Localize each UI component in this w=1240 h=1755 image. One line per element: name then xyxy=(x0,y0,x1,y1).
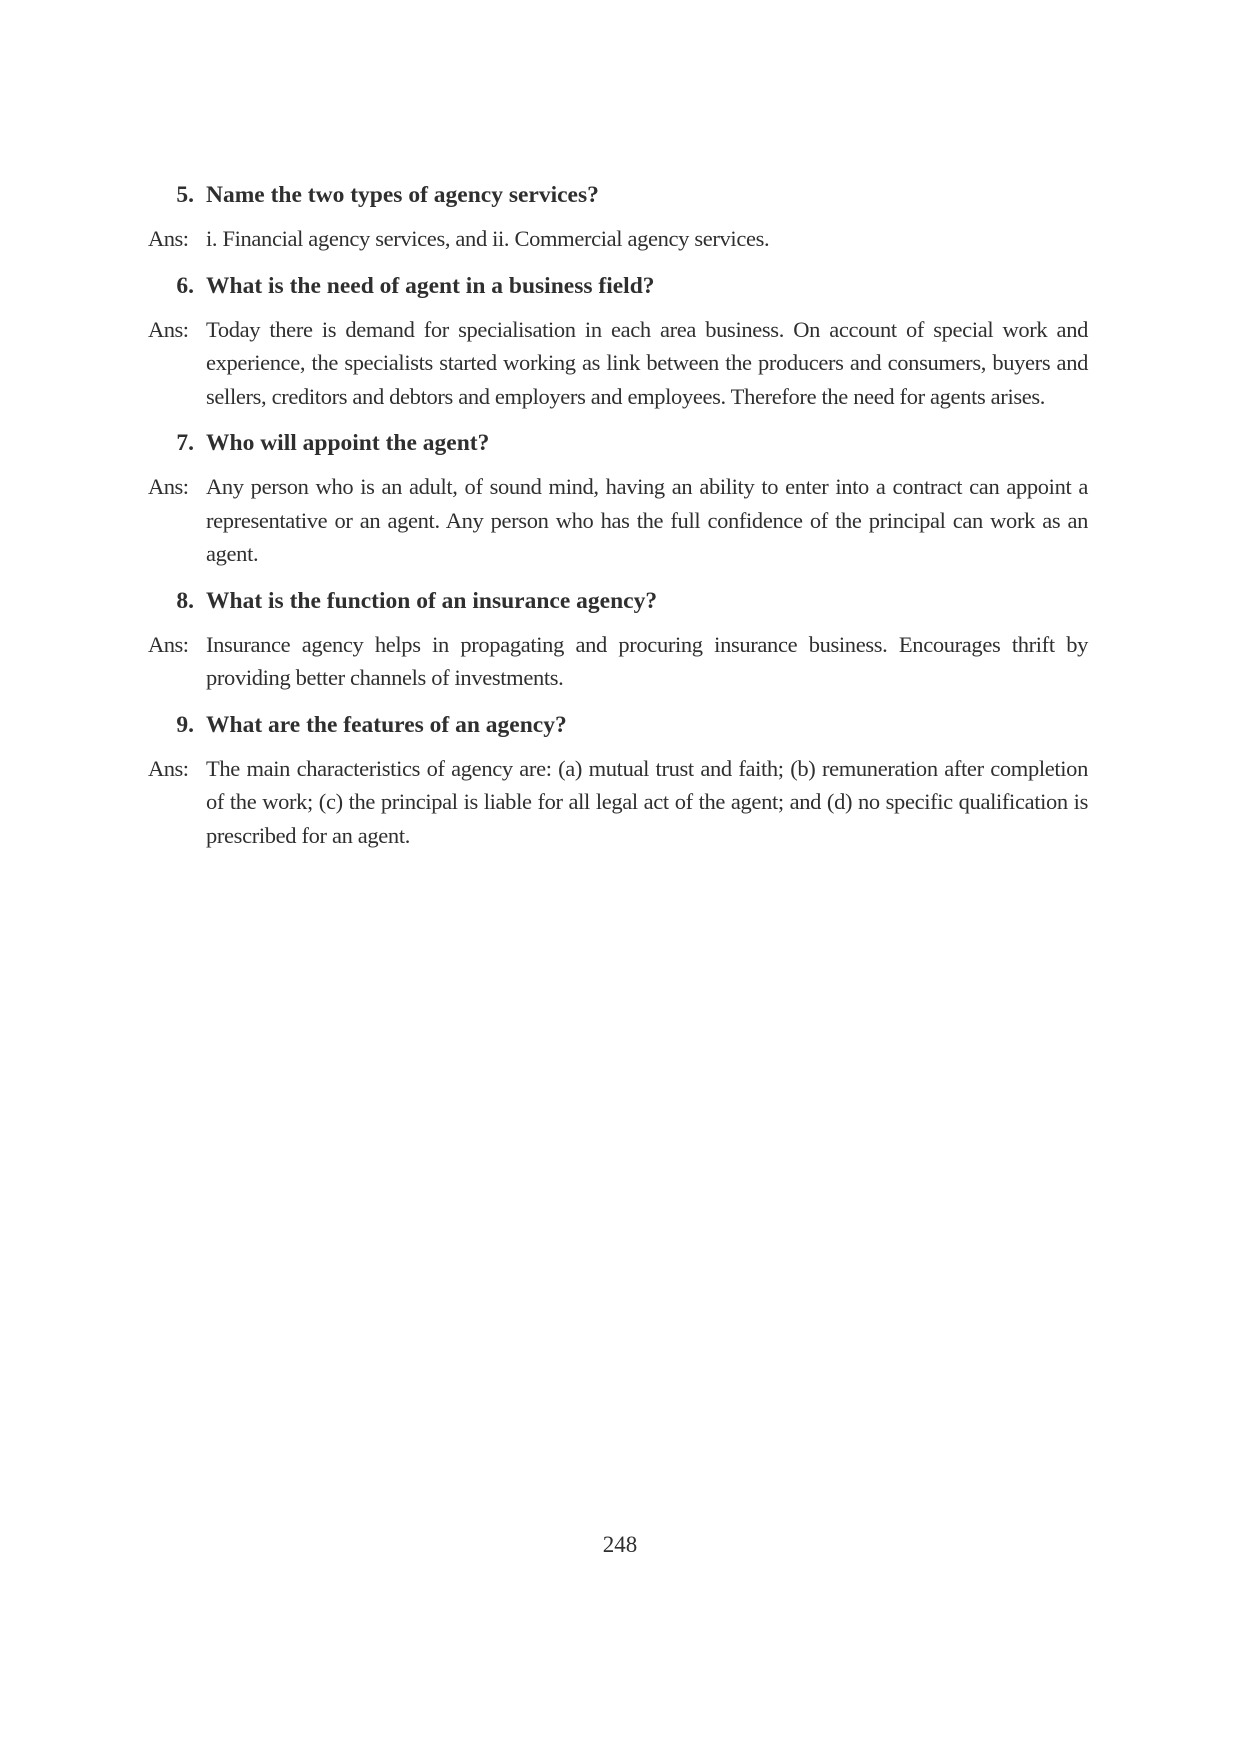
answer-label: Ans: xyxy=(148,631,189,657)
question-text: Name the two types of agency services? xyxy=(206,182,599,208)
answer-text: i. Financial agency services, and ii. Commercial agency services. xyxy=(206,226,770,251)
question-number: 7. xyxy=(176,430,194,456)
answer-text: Any person who is an adult, of sound mind, having an ability to enter into a contract can appoint a representative or an agent. Any person who has the full confidence of the principal can work as an agent. xyxy=(206,474,1088,566)
qa-item-6 xyxy=(148,269,1088,414)
answer xyxy=(148,752,1088,853)
question-number: 9. xyxy=(176,711,194,738)
qa-item-9 xyxy=(148,708,1088,853)
question xyxy=(148,584,1088,618)
answer-text: The main characteristics of agency are: (a) mutual trust and faith; (b) remuneration after completion of the work; (c) the principal is liable for all legal act of the agent; and (d) no specific qualification is prescribed for an agent. xyxy=(206,755,1088,848)
question-text: What is the need of agent in a business field? xyxy=(206,272,655,299)
qa-item-5 xyxy=(148,178,1088,256)
question-text: What are the features of an agency? xyxy=(206,711,567,738)
answer xyxy=(148,222,1088,256)
question xyxy=(148,426,1088,460)
question-text: What is the function of an insurance agency? xyxy=(206,587,658,614)
answer-label: Ans: xyxy=(148,755,189,781)
qa-item-7 xyxy=(148,426,1088,571)
question xyxy=(148,708,1088,742)
answer-label: Ans: xyxy=(148,226,189,251)
question-text: Who will appoint the agent? xyxy=(206,430,490,456)
question-number: 5. xyxy=(176,182,194,208)
answer-text: Today there is demand for specialisation in each area business. On account of special work and experience, the specialists started working as link between the producers and consumers, buyers and sellers, creditors and debtors and employers and employees. Therefore the need for agents arises. xyxy=(206,316,1088,409)
answer-label: Ans: xyxy=(148,316,189,342)
question-number: 8. xyxy=(176,587,194,614)
answer-label: Ans: xyxy=(148,474,189,499)
answer-text: Insurance agency helps in propagating and procuring insurance business. Encourages thrift by providing better channels of investments. xyxy=(206,631,1088,690)
page-number: 248 xyxy=(602,1532,638,1557)
question-number: 6. xyxy=(176,272,194,299)
qa-item-8 xyxy=(148,584,1088,695)
answer xyxy=(148,470,1088,571)
answer xyxy=(148,628,1088,695)
answer xyxy=(148,313,1088,414)
qa-list xyxy=(148,178,1088,865)
question xyxy=(148,269,1088,303)
question xyxy=(148,178,1088,212)
